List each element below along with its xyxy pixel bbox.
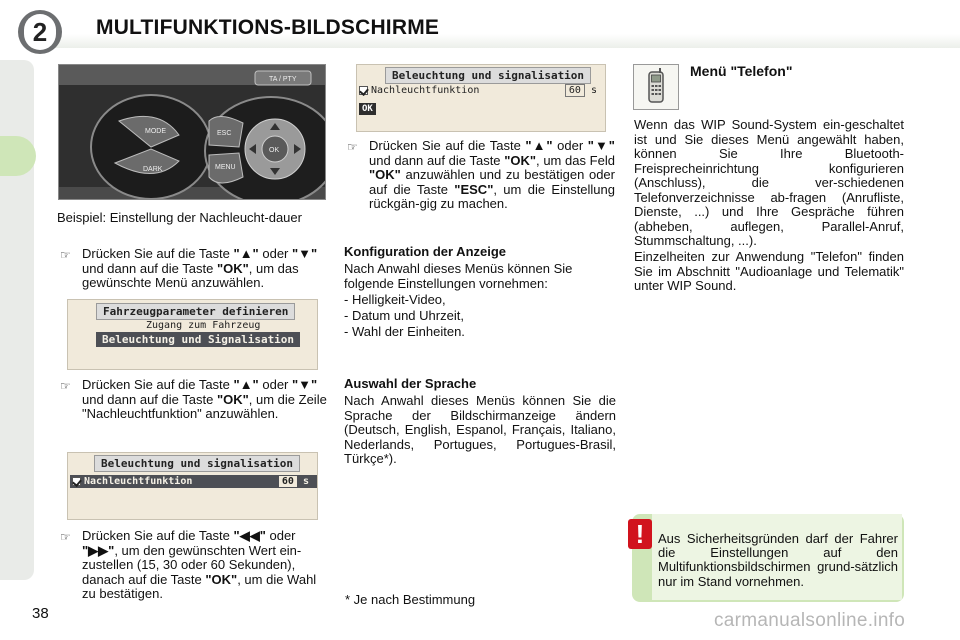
chapter-number: 2 — [24, 14, 56, 50]
menu-label: MENU — [215, 164, 236, 171]
screen-title: Beleuchtung und signalisation — [385, 67, 591, 84]
page-title: MULTIFUNKTIONS-BILDSCHIRME — [96, 16, 440, 39]
bullet-hand-icon: ☞ — [60, 248, 71, 262]
console-photo — [58, 64, 326, 200]
bullet-hand-icon: ☞ — [60, 530, 71, 544]
watermark: carmanualsonline.info — [714, 610, 906, 631]
language-text: Nach Anwahl dieses Menüs können Sie die Sprache der Bildschirmanzeige ändern (Deutsch, English, Espanol, Français, Italiano, Nederlands, Portugues, Portugues-Brasil, Türkçe*). — [344, 393, 616, 466]
step-3-text: Drücken Sie auf die Taste "◀◀" oder "▶▶", um den gewünschten Wert ein-zustellen (15, 30 oder 60 Sekunden), danach auf die Taste "OK", um die Wahl zu bestätigen. — [82, 528, 317, 601]
ta-pty-label: TA / PTY — [269, 76, 297, 83]
phone-paragraph-1: Wenn das WIP Sound-System ein-geschaltet ist und Sie dieses Menü angewählt haben, können Sie Ihre Bluetooth-Freisprecheinrichtung konfigurieren (Anschluss), die ver-schiedenen Telefonverzeichnisse ab-fragen (Anrufliste, Dienste, ...) und Ihre Gespräche führen (abheben, auflegen, Parallel-Anruf, Stummschaltung, ...). — [634, 117, 904, 248]
footnote: * Je nach Bestimmung — [345, 592, 476, 607]
checkbox-icon — [359, 86, 368, 95]
warning-exclamation-icon: ! — [628, 519, 652, 549]
screen-lighting-ok — [356, 64, 606, 132]
esc-label: ESC — [217, 130, 232, 137]
config-list — [344, 292, 616, 340]
page-number: 38 — [32, 605, 49, 622]
dark-label: DARK — [143, 166, 163, 173]
screen-title: Beleuchtung und signalisation — [94, 455, 300, 472]
chapter-badge — [18, 10, 62, 54]
list-item: - Wahl der Einheiten. — [344, 324, 465, 339]
screen-row-access: Zugang zum Fahrzeug — [146, 320, 261, 331]
console-illustration — [59, 65, 326, 200]
phone-paragraph-2: Einzelheiten zur Anwendung "Telefon" finden Sie im Abschnitt "Audioanlage und Telematik" unter WIP Sound. — [634, 249, 904, 293]
list-item: - Helligkeit-Video, — [344, 292, 446, 307]
list-item: - Datum und Uhrzeit, — [344, 308, 464, 323]
screen-row-afterglow-selected: Nachleuchtfunktion 60 s — [70, 475, 317, 488]
bullet-hand-icon: ☞ — [60, 379, 71, 393]
checkbox-icon — [72, 477, 81, 486]
screen-ok-button: OK — [359, 103, 376, 115]
phone-menu-title: Menü "Telefon" — [690, 63, 793, 79]
config-intro: Nach Anwahl dieses Menüs können Sie folgende Einstellungen vornehmen: — [344, 261, 573, 291]
screen-vehicle-parameters — [67, 299, 318, 370]
step-1-text: Drücken Sie auf die Taste "▲" oder "▼" und dann auf die Taste "OK", um das gewünschte Menü anzuwählen. — [82, 246, 318, 290]
phone-icon — [633, 64, 679, 110]
language-heading: Auswahl der Sprache — [344, 376, 477, 391]
bullet-hand-icon: ☞ — [347, 140, 358, 154]
config-heading: Konfiguration der Anzeige — [344, 244, 507, 259]
screen-title: Fahrzeugparameter definieren — [96, 303, 295, 320]
screen-lighting-signalisation — [67, 452, 318, 520]
mode-label: MODE — [145, 128, 166, 135]
screen-row-lighting-selected: Beleuchtung und Signalisation — [96, 332, 300, 347]
step-4-text: Drücken Sie auf die Taste "▲" oder "▼" und dann auf die Taste "OK", um das Feld "OK" anzuwählen und zu bestätigen oder auf die Taste "ESC", um die Einstellung rückgän-gig zu machen. — [369, 138, 615, 211]
ok-label: OK — [269, 147, 280, 154]
warning-text: Aus Sicherheitsgründen darf der Fahrer die Einstellungen auf den Multifunktionsbildschirmen grund-sätzlich nur im Stand vornehmen. — [658, 531, 898, 589]
screen-row-afterglow: Nachleuchtfunktion 60 s — [359, 85, 605, 96]
step-2-text: Drücken Sie auf die Taste "▲" oder "▼" und dann auf die Taste "OK", um die Zeile "Nachleuchtfunktion" anzuwählen. — [82, 377, 327, 421]
example-caption: Beispiel: Einstellung der Nachleucht-dauer — [57, 210, 302, 225]
